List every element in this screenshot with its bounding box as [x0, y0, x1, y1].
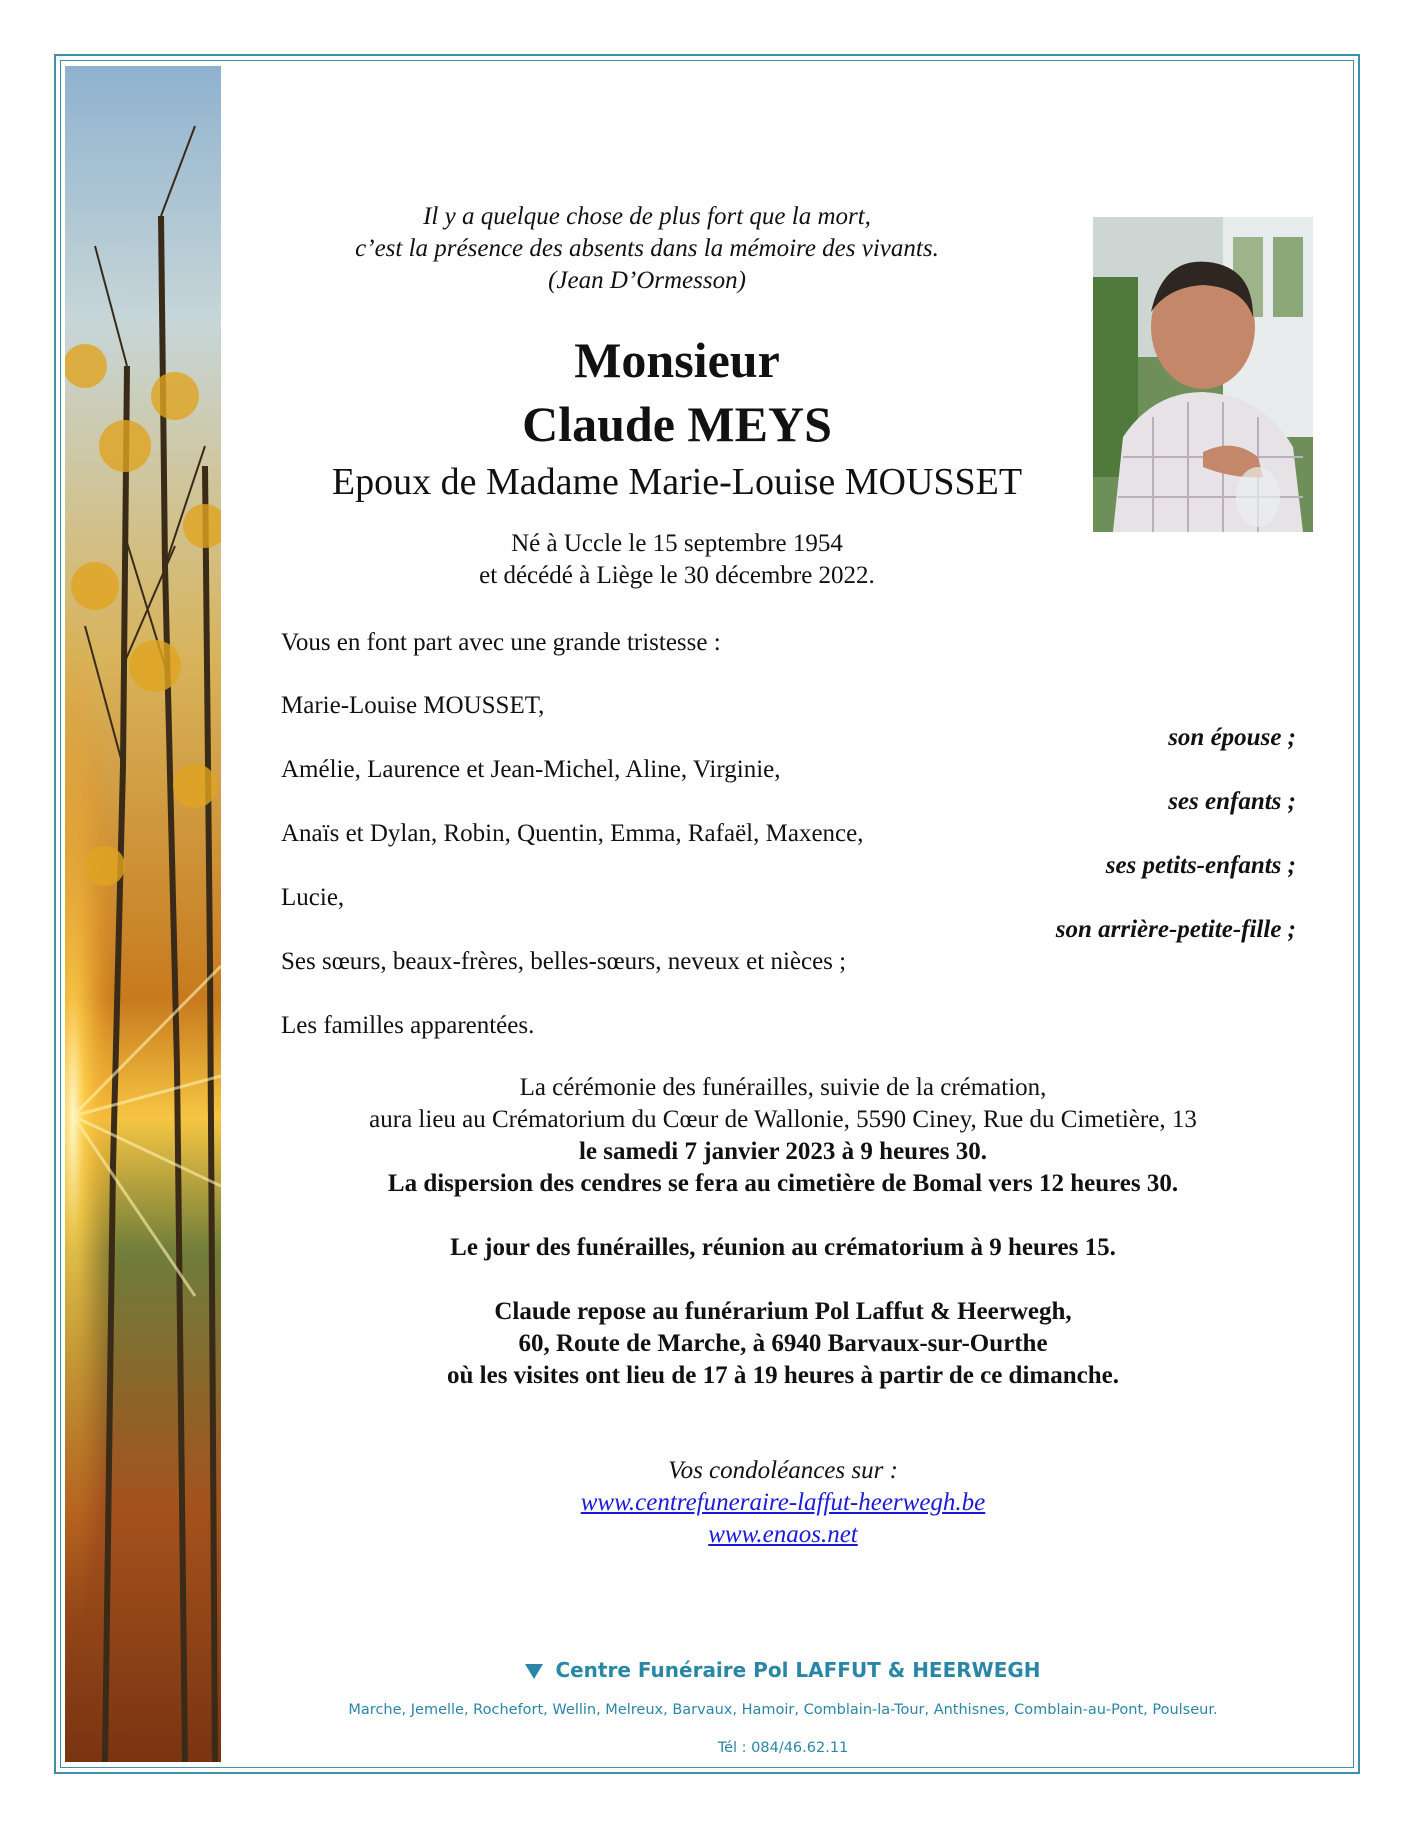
rest-line-3: où les visites ont lieu de 17 à 19 heures à partir de ce dimanche.: [447, 1362, 1119, 1389]
extended-family-line: Ses sœurs, beaux-frères, belles-sœurs, neveux et nièces ;: [281, 948, 847, 975]
family-names: Amélie, Laurence et Jean-Michel, Aline, Virginie,: [281, 756, 781, 783]
rest-line-2: 60, Route de Marche, à 6940 Barvaux-sur-Ourthe: [518, 1330, 1048, 1357]
quote-line-1: Il y a quelque chose de plus fort que la mort,: [423, 203, 871, 230]
family-names: Anaïs et Dylan, Robin, Quentin, Emma, Rafaël, Maxence,: [281, 820, 864, 847]
family-role: ses enfants ;: [1168, 788, 1296, 815]
family-row: [281, 754, 1296, 818]
life-dates: [230, 528, 1124, 592]
family-row: [281, 690, 1296, 754]
condolences-link-funeral-center[interactable]: www.centrefuneraire-laffut-heerwegh.be: [580, 1489, 986, 1516]
ceremony-block: [230, 1072, 1336, 1200]
deceased-name: Claude MEYS: [522, 396, 832, 452]
family-role: son épouse ;: [1168, 724, 1296, 751]
family-list: [281, 690, 1296, 1074]
birth-line: Né à Uccle le 15 septembre 1954: [511, 530, 843, 557]
footer-towns: Marche, Jemelle, Rochefort, Wellin, Melreux, Barvaux, Hamoir, Comblain-la-Tour, Anthisnes, Comblain-au-Pont, Poulseur.: [348, 1702, 1218, 1718]
family-row: [281, 882, 1296, 946]
footer-company-name: Centre Funéraire Pol LAFFUT & HEERWEGH: [555, 1658, 1041, 1682]
family-names: Marie-Louise MOUSSET,: [281, 692, 545, 719]
autumn-forest-image: [65, 66, 221, 1762]
condolences-link-enaos[interactable]: www.enaos.net: [708, 1521, 858, 1548]
ceremony-line-2: aura lieu au Crématorium du Cœur de Wallonie, 5590 Ciney, Rue du Cimetière, 13: [369, 1106, 1197, 1133]
funeral-home-block: [230, 1296, 1336, 1392]
condolences-lead: Vos condoléances sur :: [668, 1457, 898, 1484]
quote-author: (Jean D’Ormesson): [548, 267, 746, 294]
announcement-intro: Vous en font part avec une grande tristesse :: [281, 629, 721, 656]
related-families-line: Les familles apparentées.: [281, 1012, 535, 1039]
ashes-dispersion: La dispersion des cendres se fera au cimetière de Bomal vers 12 heures 30.: [387, 1170, 1179, 1197]
honorific: Monsieur: [574, 332, 780, 388]
family-names: Lucie,: [281, 884, 345, 911]
triangle-down-icon: [525, 1664, 543, 1679]
spouse-line: Epoux de Madame Marie-Louise MOUSSET: [331, 461, 1023, 503]
family-row: [281, 818, 1296, 882]
family-role: ses petits-enfants ;: [1105, 852, 1296, 879]
portrait-photo: [1093, 217, 1313, 532]
rest-line-1: Claude repose au funérarium Pol Laffut & Heerwegh,: [494, 1298, 1072, 1325]
footer-phone: Tél : 084/46.62.11: [717, 1740, 849, 1756]
ceremony-date: le samedi 7 janvier 2023 à 9 heures 30.: [578, 1138, 988, 1165]
footer-company: [230, 1658, 1336, 1682]
quote-block: [230, 201, 1064, 297]
quote-line-2: c’est la présence des absents dans la mémoire des vivants.: [355, 235, 939, 262]
condolences-block: [230, 1455, 1336, 1551]
gathering-line: Le jour des funérailles, réunion au crématorium à 9 heures 15.: [450, 1234, 1116, 1261]
ceremony-line-1: La cérémonie des funérailles, suivie de la crémation,: [519, 1074, 1047, 1101]
death-line: et décédé à Liège le 30 décembre 2022.: [479, 562, 875, 589]
family-role: son arrière-petite-fille ;: [1055, 916, 1296, 943]
